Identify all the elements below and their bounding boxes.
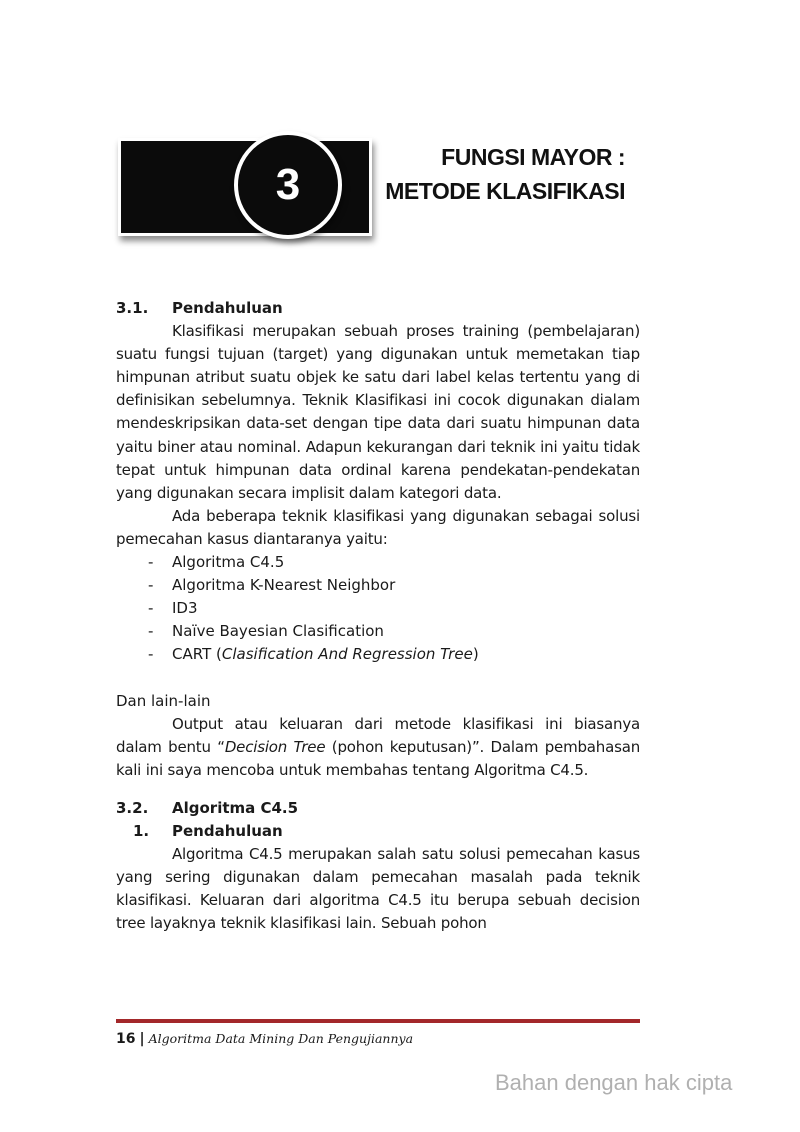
paragraph: Klasifikasi merupakan sebuah proses training (pembelajaran) suatu fungsi tujuan (target) yang digunakan untuk memetakan tiap himpunan atribut suatu objek ke satu dari label kelas tertentu yang di definisikan sebelumnya. Teknik Klasifikasi ini cocok digunakan dialam mendeskripsikan data-set dengan tipe data dari suatu himpunan data yaitu biner atau nominal. Adapun kekurangan dari teknik ini yaitu tidak tepat untuk himpunan data ordinal karena pendekatan-pendekatan yang digunakan secara implisit dalam kategori data. (116, 322, 640, 502)
copyright-watermark: Bahan dengan hak cipta (495, 1070, 733, 1095)
footer-rule (116, 1019, 640, 1023)
chapter-title (380, 140, 625, 208)
section-number: 3.2. (116, 798, 149, 817)
footer-separator: | (139, 1031, 145, 1047)
list-item: - Algoritma C4.5 (148, 553, 285, 572)
list-item: - Algoritma K-Nearest Neighbor (148, 576, 396, 595)
section-title: Pendahuluan (172, 299, 283, 317)
page-footer (116, 1031, 413, 1047)
list-item: - ID3 (148, 599, 198, 618)
list-item: - CART (Clasification And Regression Tree) (148, 645, 479, 664)
page-content (116, 297, 640, 935)
section-title: Algoritma C4.5 (172, 798, 299, 817)
paragraph: Dan lain-lain (116, 691, 211, 710)
paragraph: Output atau keluaran dari metode klasifikasi ini biasanya dalam bentu “Decision Tree (pohon keputusan)”. Dalam pembahasan kali ini saya mencoba untuk membahas tentang Algoritma C4.5. (116, 714, 641, 779)
chapter-title-line1: FUNGSI MAYOR : (441, 144, 625, 170)
chapter-badge (118, 138, 368, 242)
subsection-heading (116, 820, 640, 843)
page-number: 16 (116, 1031, 136, 1047)
section-number: 3.1. (116, 299, 149, 317)
section-heading-3-2 (116, 797, 640, 820)
list-item: - Naïve Bayesian Clasification (148, 622, 384, 641)
book-title: Algoritma Data Mining Dan Pengujiannya (148, 1031, 414, 1046)
subsection-number: 1. (133, 821, 150, 840)
paragraph: Algoritma C4.5 merupakan salah satu solusi pemecahan kasus yang sering digunakan dalam pemecahan masalah pada teknik klasifikasi. Keluaran dari algoritma C4.5 itu berupa sebuah decision tree layaknya teknik klasifikasi lain. Sebuah pohon (116, 845, 640, 933)
subsection-title: Pendahuluan (172, 821, 283, 840)
technique-list (116, 551, 640, 666)
chapter-title-line2: METODE KLASIFIKASI (385, 178, 625, 204)
chapter-number: 3 (234, 131, 342, 239)
section-heading-3-1 (116, 297, 640, 320)
paragraph: Ada beberapa teknik klasifikasi yang digunakan sebagai solusi pemecahan kasus diantaranya yaitu: (116, 506, 640, 548)
